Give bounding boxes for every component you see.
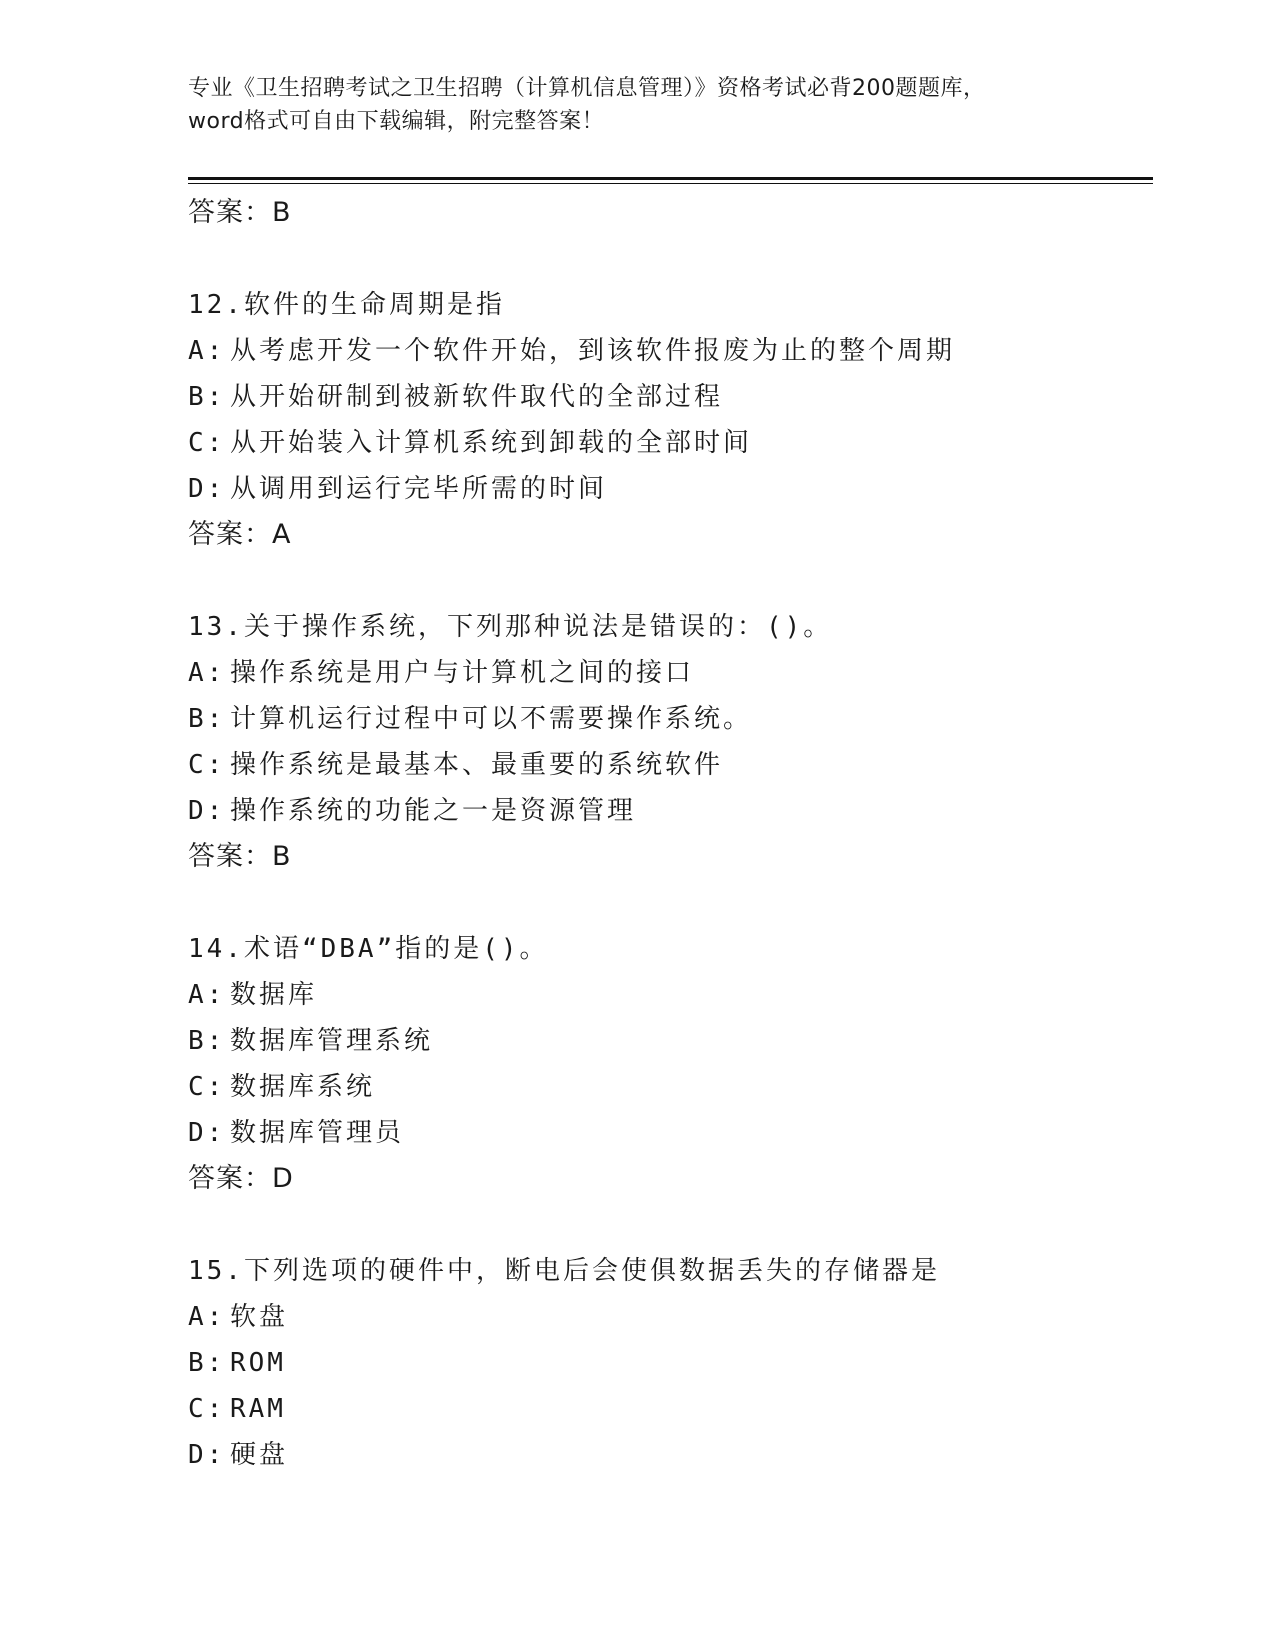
- question-stem: 14.术语“DBA”指的是()。: [188, 934, 549, 964]
- option-text: 数据库系统: [230, 1072, 376, 1102]
- option-text: 数据库管理系统: [230, 1026, 434, 1056]
- option-letter: B:: [188, 704, 226, 734]
- option-letter: C:: [188, 1394, 226, 1424]
- option-letter: B:: [188, 1026, 226, 1056]
- header-line-2: word格式可自由下载编辑，附完整答案！: [188, 109, 605, 134]
- option-c: [188, 742, 1153, 788]
- option-text: 操作系统是最基本、最重要的系统软件: [230, 750, 724, 780]
- option-letter: B:: [188, 382, 226, 412]
- question-stem: 12.软件的生命周期是指: [188, 290, 505, 320]
- answer-line: 答案：B: [188, 841, 292, 872]
- option-letter: D:: [188, 474, 226, 504]
- question-stem: 13.关于操作系统，下列那种说法是错误的：()。: [188, 612, 833, 642]
- option-letter: A:: [188, 658, 226, 688]
- option-text: 数据库管理员: [230, 1118, 405, 1148]
- option-letter: D:: [188, 1440, 226, 1470]
- option-text: 从考虑开发一个软件开始，到该软件报废为止的整个周期: [230, 336, 956, 366]
- option-text: RAM: [230, 1394, 286, 1424]
- option-a: [188, 1294, 1153, 1340]
- option-letter: C:: [188, 750, 226, 780]
- question-14: [188, 926, 1153, 1202]
- question-stem: 15.下列选项的硬件中，断电后会使俱数据丢失的存储器是: [188, 1256, 940, 1286]
- option-letter: C:: [188, 428, 226, 458]
- option-a: [188, 328, 1153, 374]
- option-letter: B:: [188, 1348, 226, 1378]
- option-b: [188, 374, 1153, 420]
- option-letter: D:: [188, 796, 226, 826]
- option-c: [188, 420, 1153, 466]
- answer-previous-question: 答案：B: [188, 197, 292, 228]
- question-12: [188, 282, 1153, 558]
- document-header: [188, 72, 1088, 138]
- option-a: [188, 972, 1153, 1018]
- option-letter: D:: [188, 1118, 226, 1148]
- option-text: 从开始装入计算机系统到卸载的全部时间: [230, 428, 753, 458]
- document-body: [188, 190, 1153, 1478]
- option-letter: A:: [188, 980, 226, 1010]
- question-15: [188, 1248, 1153, 1478]
- option-text: 从开始研制到被新软件取代的全部过程: [230, 382, 724, 412]
- option-c: [188, 1064, 1153, 1110]
- option-b: [188, 696, 1153, 742]
- option-text: 数据库: [230, 980, 318, 1010]
- option-text: ROM: [230, 1348, 286, 1378]
- answer-line: 答案：D: [188, 1163, 294, 1194]
- option-letter: C:: [188, 1072, 226, 1102]
- option-d: [188, 466, 1153, 512]
- option-d: [188, 1432, 1153, 1478]
- option-letter: A:: [188, 336, 226, 366]
- option-a: [188, 650, 1153, 696]
- option-d: [188, 788, 1153, 834]
- header-divider-thin: [188, 183, 1153, 184]
- question-13: [188, 604, 1153, 880]
- header-divider-thick: [188, 177, 1153, 180]
- option-text: 软盘: [230, 1302, 289, 1332]
- option-text: 从调用到运行完毕所需的时间: [230, 474, 608, 504]
- option-c: [188, 1386, 1153, 1432]
- option-text: 操作系统的功能之一是资源管理: [230, 796, 637, 826]
- answer-line: 答案：A: [188, 519, 292, 550]
- option-text: 计算机运行过程中可以不需要操作系统。: [230, 704, 753, 734]
- option-d: [188, 1110, 1153, 1156]
- option-letter: A:: [188, 1302, 226, 1332]
- option-text: 操作系统是用户与计算机之间的接口: [230, 658, 695, 688]
- header-line-1: 专业《卫生招聘考试之卫生招聘（计算机信息管理）》资格考试必背200题题库，: [188, 76, 986, 101]
- option-b: [188, 1340, 1153, 1386]
- option-text: 硬盘: [230, 1440, 289, 1470]
- option-b: [188, 1018, 1153, 1064]
